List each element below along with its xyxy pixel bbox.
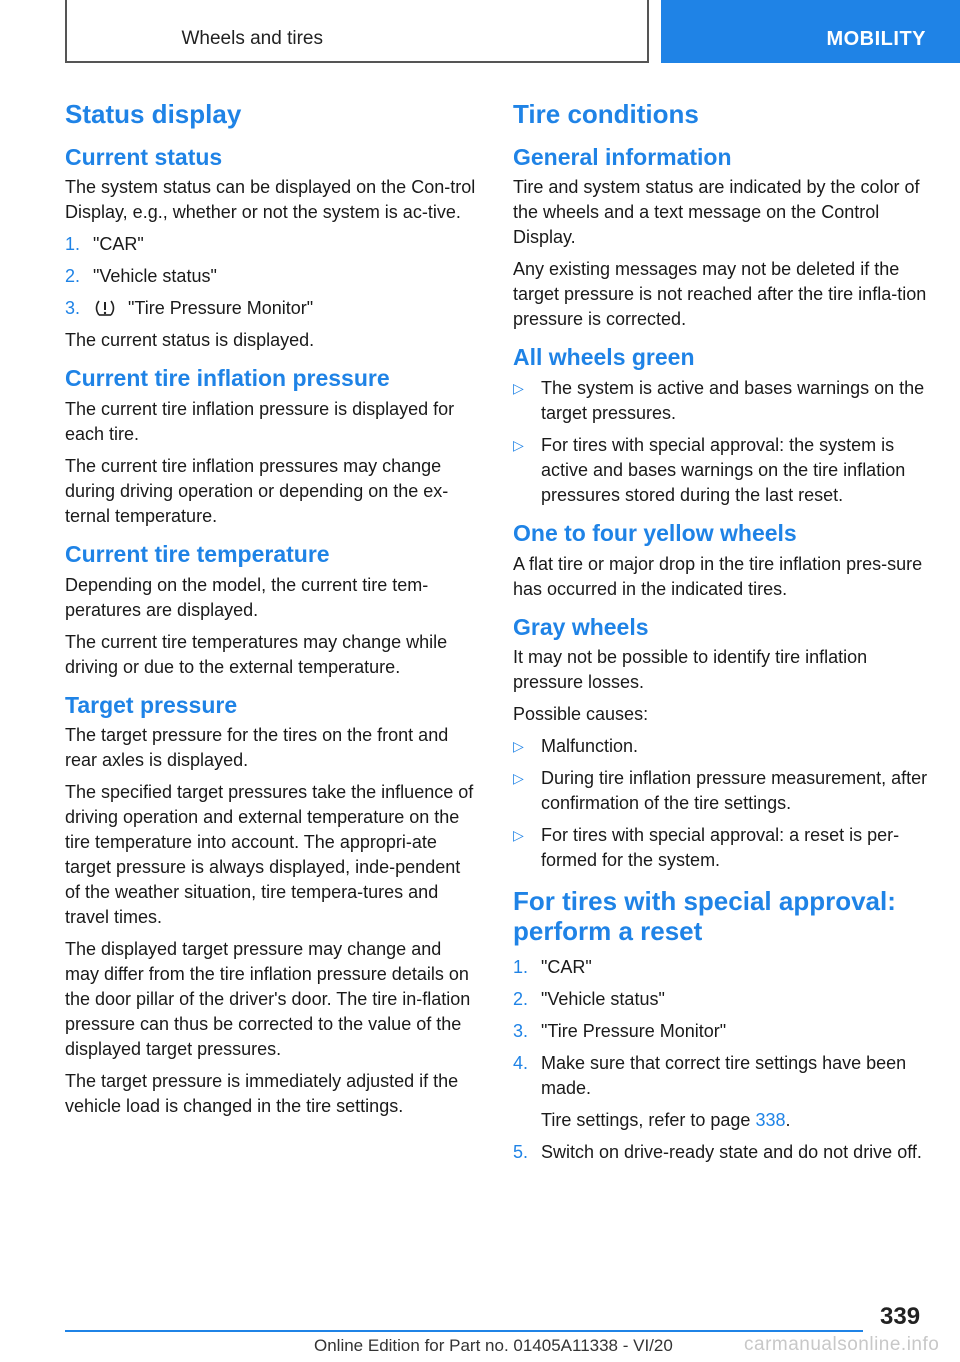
footer-edition: Online Edition for Part no. 01405A11338 - VI/20 <box>314 1336 673 1355</box>
header-section-title: Wheels and tires <box>181 28 323 49</box>
current-inflation-heading: Current tire inflation pressure <box>65 365 390 392</box>
triangle-right-icon: ▷ <box>513 827 524 844</box>
triangle-right-icon: ▷ <box>513 770 524 787</box>
bullet-text: Malfunction. <box>541 736 639 757</box>
current-temperature-p1: Depending on the model, the current tire tem-peratures are displayed. <box>65 574 429 620</box>
step-number: 2. <box>513 989 529 1010</box>
step-text: "Tire Pressure Monitor" <box>128 298 314 319</box>
list-item <box>65 232 480 257</box>
all-wheels-green-heading: All wheels green <box>513 344 695 371</box>
current-inflation-p2: The current tire inflation pressures may change during driving operation or depending on the ex-ternal temperature. <box>65 456 449 527</box>
list-item <box>513 1051 928 1133</box>
step-text: "CAR" <box>93 234 144 255</box>
watermark-logo: carmanualsonline.info <box>744 1334 940 1355</box>
current-inflation-p1: The current tire inflation pressure is displayed for each tire. <box>65 399 455 445</box>
list-item <box>513 1019 928 1044</box>
header-frame <box>65 0 649 63</box>
step-number: 5. <box>513 1142 529 1163</box>
target-pressure-p2: The specified target pressures take the influence of driving operation and external temperature on the tire temperature into account. The appropri-ate target pressure is always displayed, inde-pendent of the weather situation, tire tempera-tures and travel times. <box>65 782 474 928</box>
step-number: 2. <box>65 266 81 287</box>
list-item <box>513 823 928 873</box>
gray-wheels-heading: Gray wheels <box>513 613 649 640</box>
general-information-heading: General information <box>513 143 732 170</box>
current-status-heading: Current status <box>65 143 223 170</box>
step-number: 3. <box>65 298 81 319</box>
gray-wheels-p2: Possible causes: <box>513 704 649 725</box>
step-number: 3. <box>513 1021 529 1042</box>
all-wheels-green-list <box>513 376 928 508</box>
bullet-text: During tire inflation pressure measurement, after confirmation of the tire settings. <box>541 768 928 814</box>
list-item <box>65 264 480 289</box>
right-column <box>513 100 928 1172</box>
footer-divider <box>65 1330 863 1332</box>
reset-steps <box>513 955 928 1165</box>
step-text: Make sure that correct tire settings have been made. <box>541 1053 907 1099</box>
list-item <box>513 734 928 759</box>
list-item <box>513 376 928 426</box>
reset-heading: For tires with special approval: perform a reset <box>513 886 896 947</box>
reference-suffix: . <box>785 1110 791 1131</box>
chapter-label: MOBILITY <box>826 28 926 50</box>
tire-pressure-warning-icon <box>93 299 117 317</box>
current-temperature-p2: The current tire temperatures may change while driving or due to the external temperature. <box>65 631 448 677</box>
bullet-text: The system is active and bases warnings on the target pressures. <box>541 378 925 424</box>
current-status-after: The current status is displayed. <box>65 330 315 351</box>
list-item <box>513 955 928 980</box>
step-number: 1. <box>65 234 81 255</box>
gray-wheels-p1: It may not be possible to identify tire inflation pressure losses. <box>513 647 868 693</box>
reference-prefix: Tire settings, refer to page <box>541 1110 756 1131</box>
tire-conditions-title: Tire conditions <box>513 99 699 129</box>
step-number: 4. <box>513 1053 529 1074</box>
triangle-right-icon: ▷ <box>513 738 524 755</box>
page-reference-link[interactable]: 338 <box>755 1110 786 1131</box>
current-status-intro: The system status can be displayed on the Con-trol Display, e.g., whether or not the system is ac-tive. <box>65 177 476 223</box>
step-text: "Vehicle status" <box>541 989 665 1010</box>
list-item <box>513 987 928 1012</box>
list-item <box>513 766 928 816</box>
step-number: 1. <box>513 957 529 978</box>
step-text: "Tire Pressure Monitor" <box>541 1021 727 1042</box>
triangle-right-icon: ▷ <box>513 437 524 454</box>
step-text: "Vehicle status" <box>93 266 217 287</box>
list-item <box>65 296 480 321</box>
list-item <box>513 433 928 508</box>
bullet-text: For tires with special approval: the system is active and bases warnings on the tire inflation pressures stored during the last reset. <box>541 435 906 506</box>
target-pressure-p3: The displayed target pressure may change and may differ from the tire inflation pressure details on the door pillar of the driver's door. The tire in-flation pressure can thus be corrected to the value of the displayed target pressures. <box>65 939 471 1060</box>
status-display-title: Status display <box>65 99 242 129</box>
general-information-p1: Tire and system status are indicated by the color of the wheels and a text message on the Control Display. <box>513 177 920 248</box>
gray-wheels-causes <box>513 734 928 873</box>
target-pressure-p1: The target pressure for the tires on the front and rear axles is displayed. <box>65 725 449 771</box>
tire-settings-reference <box>541 1108 928 1133</box>
chapter-badge[interactable] <box>661 0 960 63</box>
current-temperature-heading: Current tire temperature <box>65 541 330 568</box>
general-information-p2: Any existing messages may not be deleted if the target pressure is not reached after the tire infla-tion pressure is corrected. <box>513 259 927 330</box>
page-number: 339 <box>880 1303 921 1330</box>
triangle-right-icon: ▷ <box>513 380 524 397</box>
step-text: Switch on drive-ready state and do not drive off. <box>541 1142 922 1163</box>
target-pressure-p4: The target pressure is immediately adjusted if the vehicle load is changed in the tire settings. <box>65 1071 459 1117</box>
list-item <box>513 1140 928 1165</box>
yellow-wheels-p1: A flat tire or major drop in the tire inflation pres-sure has occurred in the indicated tires. <box>513 553 923 599</box>
bullet-text: For tires with special approval: a reset is per-formed for the system. <box>541 825 900 871</box>
target-pressure-heading: Target pressure <box>65 691 238 718</box>
current-status-steps <box>65 232 480 321</box>
step-text: "CAR" <box>541 957 592 978</box>
left-column <box>65 100 480 1126</box>
yellow-wheels-heading: One to four yellow wheels <box>513 520 797 547</box>
